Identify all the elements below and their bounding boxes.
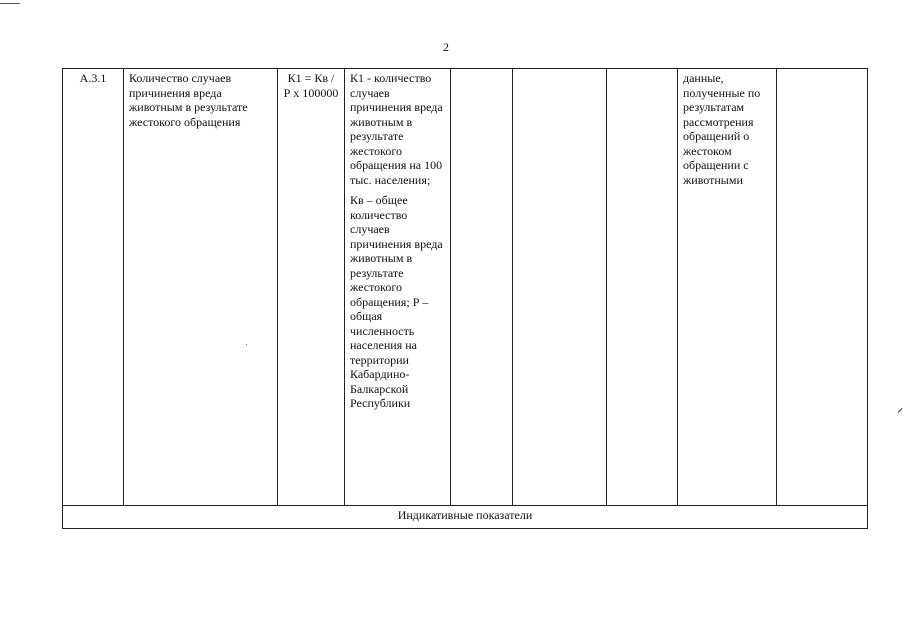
indicator-code-cell: А.3.1 [63, 69, 124, 506]
empty-cell-6 [513, 69, 607, 506]
empty-cell-5 [451, 69, 513, 506]
table-footer-row [63, 506, 868, 529]
indicators-table [62, 68, 868, 529]
indicator-name-cell: Количество случаев причинения вреда животным в результате жестокого обращения [124, 69, 278, 506]
scan-corner-mark [0, 3, 20, 4]
data-source-cell: данные, полученные по результатам рассмотрения обращений о жестоком обращении с животными [678, 69, 777, 506]
definition-kv-p: Кв – общее количество случаев причинения вреда животным в результате жестокого обращения; Р – общая численность населения на территории Кабардино-Балкарской Республики [350, 193, 443, 410]
definitions-cell [345, 69, 451, 506]
empty-cell-9 [777, 69, 868, 506]
section-heading-indicative: Индикативные показатели [63, 506, 868, 529]
empty-cell-7 [607, 69, 678, 506]
table-row [63, 69, 868, 506]
page-number: 2 [443, 40, 449, 54]
scan-speck [246, 344, 247, 345]
scan-edge-mark [898, 408, 903, 413]
formula-cell: К1 = Кв / Р х 100000 [278, 69, 345, 506]
definition-k1: К1 - количество случаев причинения вреда животным в результате жестокого обращения на 100 тыс. населения; [350, 71, 443, 187]
